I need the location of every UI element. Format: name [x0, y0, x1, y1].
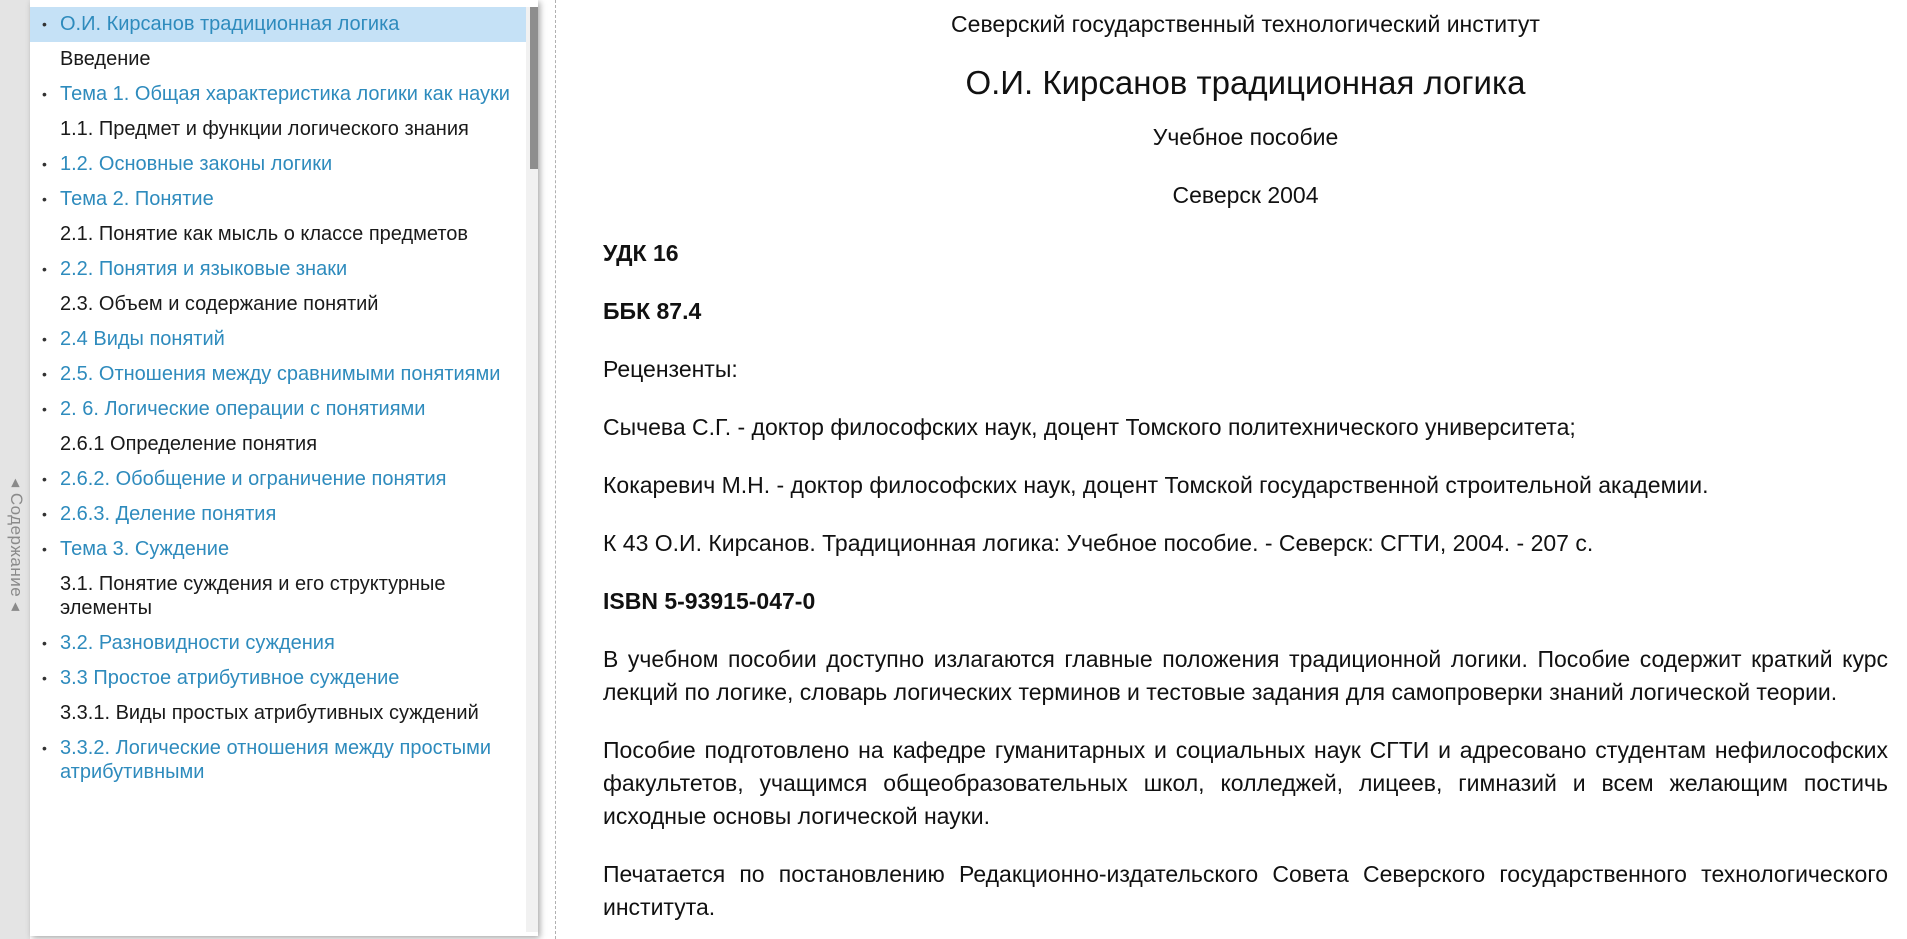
toc-item[interactable] — [30, 77, 526, 112]
toc-item-label: 2.2. Понятия и языковые знаки — [60, 258, 348, 280]
toc-item[interactable] — [30, 696, 526, 731]
toc-item-label: 2.1. Понятие как мысль о классе предметов — [60, 223, 469, 245]
document-content — [603, 0, 1888, 924]
toc-tab-label: ◂ Содержание ◂ — [7, 478, 26, 612]
toc-item-label: 1.2. Основные законы логики — [60, 153, 333, 175]
toc-item-label: 2.6.2. Обобщение и ограничение понятия — [60, 468, 447, 490]
toc-item-label: О.И. Кирсанов традиционная логика — [60, 13, 400, 35]
toc-item[interactable] — [30, 532, 526, 567]
toc-item[interactable] — [30, 217, 526, 252]
toc-item-label: 3.3.1. Виды простых атрибутивных суждений — [60, 702, 479, 724]
toc-item[interactable] — [30, 626, 526, 661]
imprint-paragraph: Печатается по постановлению Редакционно-издательского Совета Северского государственного технологического института. — [603, 861, 1888, 920]
toc-item[interactable] — [30, 462, 526, 497]
document-title: О.И. Кирсанов традиционная логика — [965, 64, 1526, 101]
toc-item[interactable] — [30, 392, 526, 427]
bullet-icon: • — [42, 261, 47, 277]
bullet-icon: • — [42, 156, 47, 172]
toc-item[interactable] — [30, 287, 526, 322]
citation: К 43 О.И. Кирсанов. Традиционная логика: Учебное пособие. - Северск: СГТИ, 2004. - 207 с. — [603, 530, 1594, 556]
bullet-icon: • — [42, 366, 47, 382]
toc-item[interactable] — [30, 497, 526, 532]
bullet-icon: • — [42, 670, 47, 686]
toc-item[interactable] — [30, 42, 526, 77]
bullet-icon: • — [42, 740, 47, 756]
toc-item-label: 2. 6. Логические операции с понятиями — [60, 398, 426, 420]
toc-item-label: Введение — [60, 48, 151, 70]
toc-item[interactable] — [30, 7, 526, 42]
isbn: ISBN 5-93915-047-0 — [603, 588, 816, 614]
audience-paragraph: Пособие подготовлено на кафедре гуманитарных и социальных наук СГТИ и адресовано студентам нефилософских факультетов, учащимся общеобразовательных школ, колледжей, лицеев, гимназий и всем желающим постичь исходные основы логической науки. — [603, 737, 1888, 829]
bbk-code: ББК 87.4 — [603, 298, 702, 324]
panel-splitter[interactable] — [555, 0, 556, 939]
toc-item-label: 2.3. Объем и содержание понятий — [60, 293, 379, 315]
toc-item[interactable] — [30, 112, 526, 147]
city-year: Северск 2004 — [1172, 182, 1319, 208]
toc-item-label: Тема 2. Понятие — [60, 188, 214, 210]
toc-item[interactable] — [30, 252, 526, 287]
bullet-icon: • — [42, 16, 47, 32]
toc-item-label: Тема 3. Суждение — [60, 538, 230, 560]
toc-item-label: 2.4 Виды понятий — [60, 328, 225, 350]
toc-item-label: 2.6.1 Определение понятия — [60, 433, 318, 455]
toc-item[interactable] — [30, 182, 526, 217]
toc-toggle-tab[interactable] — [0, 0, 30, 939]
bullet-icon: • — [42, 471, 47, 487]
institution-name: Северский государственный технологический институт — [951, 11, 1540, 37]
udk-code: УДК 16 — [603, 240, 679, 266]
toc-item[interactable] — [30, 427, 526, 462]
toc-item-label: 1.1. Предмет и функции логического знания — [60, 118, 469, 140]
toc-item[interactable] — [30, 731, 526, 790]
toc-item[interactable] — [30, 357, 526, 392]
toc-item-label: 3.3 Простое атрибутивное суждение — [60, 667, 400, 689]
bullet-icon: • — [42, 86, 47, 102]
reviewer-1: Сычева С.Г. - доктор философских наук, доцент Томского политехнического университета; — [603, 414, 1576, 440]
table-of-contents-panel — [30, 0, 538, 936]
bullet-icon: • — [42, 401, 47, 417]
toc-list — [30, 0, 526, 790]
toc-item-label: 3.2. Разновидности суждения — [60, 632, 335, 654]
toc-item-label: 2.5. Отношения между сравнимыми понятиями — [60, 363, 501, 385]
bullet-icon: • — [42, 635, 47, 651]
bullet-icon: • — [42, 191, 47, 207]
document-subtitle: Учебное пособие — [1152, 124, 1339, 150]
reviewers-heading: Рецензенты: — [603, 356, 738, 382]
toc-item[interactable] — [30, 322, 526, 357]
toc-scrollbar-thumb[interactable] — [530, 7, 538, 169]
toc-item-label: 3.3.2. Логические отношения между простыми атрибутивными — [60, 737, 492, 783]
toc-item-label: 3.1. Понятие суждения и его структурные элементы — [60, 573, 446, 619]
toc-item[interactable] — [30, 661, 526, 696]
reviewer-2: Кокаревич М.Н. - доктор философских наук, доцент Томской государственной строительной академии. — [603, 472, 1709, 498]
bullet-icon: • — [42, 331, 47, 347]
toc-item[interactable] — [30, 567, 526, 626]
toc-item[interactable] — [30, 147, 526, 182]
abstract-paragraph: В учебном пособии доступно излагаются главные положения традиционной логики. Пособие содержит краткий курс лекций по логике, словарь логических терминов и тестовые задания для самопроверки знаний логической теории. — [603, 646, 1888, 705]
bullet-icon: • — [42, 506, 47, 522]
bullet-icon: • — [42, 541, 47, 557]
toc-item-label: Тема 1. Общая характеристика логики как науки — [60, 83, 510, 105]
toc-item-label: 2.6.3. Деление понятия — [60, 503, 277, 525]
